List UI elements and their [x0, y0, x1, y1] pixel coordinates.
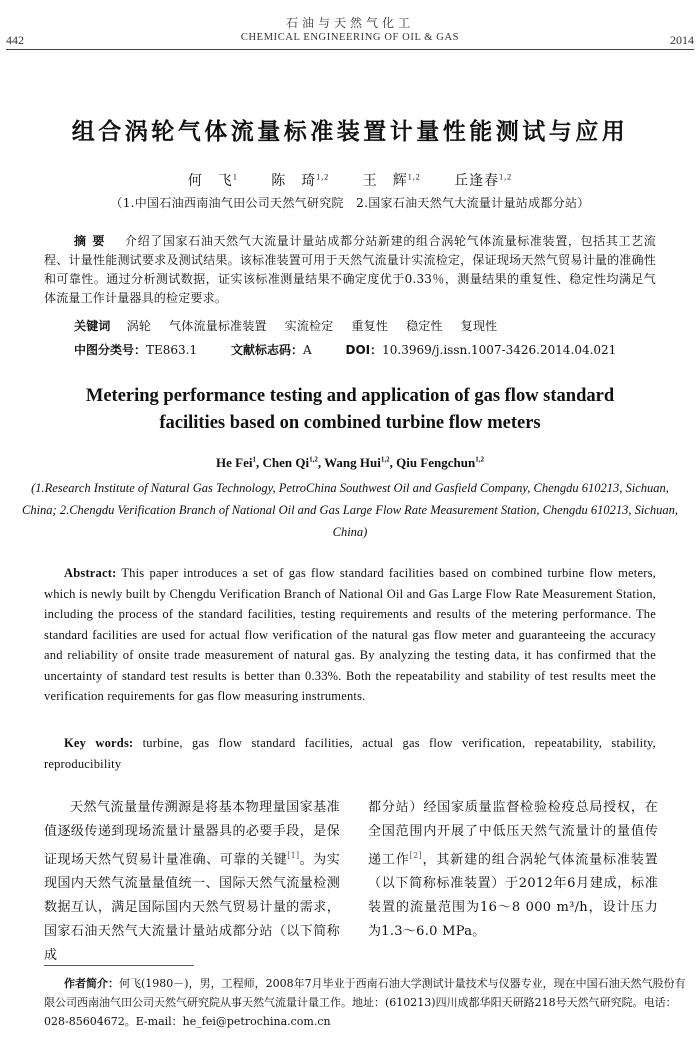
keyword-cn: 气体流量标准装置	[169, 319, 267, 333]
footnote-text: 何飞(1980－)，男，工程师，2008年7月毕业于西南石油大学测试计量技术与仪器专业，现在中国石油天然气股份有限公司西南油气田公司天然气研究院从事天然气流量计量工作。地址：(610213)四川成都华阳天研路218号天然气研究院。电话：028-85604672。E-mail：he_fei@petrochina.com.cn	[44, 977, 686, 1028]
keywords-en-label: Key words:	[64, 736, 134, 750]
keyword-cn: 重复性	[351, 319, 389, 333]
author-en: He Fei$^1$	[216, 455, 257, 470]
body-paragraph: 都分站）经国家质量监督检验检疫总局授权，在全国范围内开展了中低压天然气流量计的量值传递工作[2]，其新建的组合涡轮气体流量标准装置（以下简称标准装置）于2012年6月建成，标准装置的流量范围为16～8 000 m³/h，设计压力为1.3～6.0 MPa。	[368, 800, 658, 940]
footnote-rule	[44, 965, 194, 966]
citation-ref: [2]	[409, 851, 422, 860]
abstract-cn-text: 介绍了国家石油天然气大流量计量站成都分站新建的组合涡轮气体流量标准装置，包括其工艺流程、计量性能测试要求及测试结果。该标准装置可用于天然气流量计实流检定，保证现场天然气贸易计量的准确性和可靠性。通过分析测试数据，证实该标准测量结果不确定度优于0.33％，测量结果的重复性、稳定性均满足气体流量工作计量器具的检定要求。	[44, 234, 656, 305]
citation-ref: [1]	[287, 851, 300, 860]
footnote-label: 作者简介：	[64, 977, 119, 990]
classification-line	[74, 341, 656, 358]
authors-en: He Fei$^1$, Chen Qi$^{1,2}$, Wang Hui$^{1,2}$, Qiu Fengchun$^{1,2}$	[216, 455, 484, 470]
keywords-en	[44, 733, 656, 774]
keyword-cn: 实流检定	[284, 319, 334, 333]
abstract-en-label: Abstract:	[64, 566, 117, 580]
journal-name-cn: 石油与天然气化工	[285, 16, 414, 30]
abstract-cn	[44, 232, 656, 308]
header-rule	[6, 49, 694, 50]
title-en: Metering performance testing and application of gas flow standard facilities based on combined turbine flow meters	[85, 386, 615, 433]
doi: DOI：10.3969/j.issn.1007-3426.2014.04.021	[345, 343, 617, 357]
body-column-right	[368, 796, 658, 944]
journal-name-en: CHEMICAL ENGINEERING OF OIL & GAS	[240, 32, 460, 43]
keyword-cn: 复现性	[460, 319, 498, 333]
author-cn: 何 飞$^1$	[187, 172, 238, 189]
document-code: 文献标志码：A	[230, 343, 312, 357]
journal-year: 2014	[670, 33, 694, 47]
keyword-cn: 涡轮	[126, 319, 152, 333]
abstract-en	[44, 563, 656, 707]
abstract-cn-label: 摘要	[74, 234, 111, 248]
authors-cn	[0, 170, 700, 190]
affiliation-en: (1.Research Institute of Natural Gas Technology, PetroChina Southwest Oil and Gasfield Company, Chengdu 610213, Sichuan, China; 2.Chengdu Verification Branch of National Oil and Gas Large Flow Rate Measurement Station, Chengdu 610213, Sichuan, China)	[22, 481, 678, 539]
author-en: Wang Hui$^{1,2}$	[324, 455, 390, 470]
author-cn: 陈 琦$^{1,2}$	[271, 172, 330, 189]
title-cn: 组合涡轮气体流量标准装置计量性能测试与应用	[71, 119, 629, 145]
affiliation-cn: （1.中国石油西南油气田公司天然气研究院 2.国家石油天然气大流量计量站成都分站）	[110, 196, 590, 210]
body-paragraph: 天然气流量量传溯源是将基本物理量国家基准值逐级传递到现场流量计量器具的必要手段，是保证现场天然气贸易计量准确、可靠的关键[1]。为实现国内天然气流量量值统一、国际天然气流量检测数据互认，满足国际国内天然气贸易计量的需求，国家石油天然气大流量计量站成都分站（以下简称成	[44, 800, 340, 964]
clc-number: 中图分类号：TE863.1	[74, 343, 198, 357]
page-number: 442	[6, 33, 24, 47]
keyword-cn: 稳定性	[406, 319, 443, 333]
author-cn: 丘逢春$^{1,2}$	[454, 172, 513, 189]
keywords-cn	[74, 317, 656, 336]
author-en: Qiu Fengchun$^{1,2}$	[396, 455, 484, 470]
keywords-cn-label: 关键词	[74, 319, 111, 333]
author-cn: 王 辉$^{1,2}$	[362, 172, 421, 189]
keywords-en-text: turbine, gas flow standard facilities, actual gas flow verification, repeatability, stability, reproducibility	[44, 736, 656, 771]
author-en: Chen Qi$^{1,2}$	[262, 455, 318, 470]
author-footnote	[44, 974, 686, 1031]
abstract-en-text: This paper introduces a set of gas flow standard facilities based on combined turbine flow meters, which is newly built by Chengdu Verification Branch of National Oil and Gas Large Flow Rate Measurement Station, including the process of the standard facilities, testing requirements and results of the metering performance. The standard facilities are used for actual flow verification of the natural gas flow meter and guaranteeing the accuracy and reliability of onsite trade measurement of natural gas. By analyzing the testing data, it has confirmed that the uncertainty of standard test results is better than 0.33%. Both the repeatability and stability of test results meet the verification requirements for gas flow measuring instruments.	[44, 566, 656, 703]
body-column-left	[44, 796, 340, 968]
